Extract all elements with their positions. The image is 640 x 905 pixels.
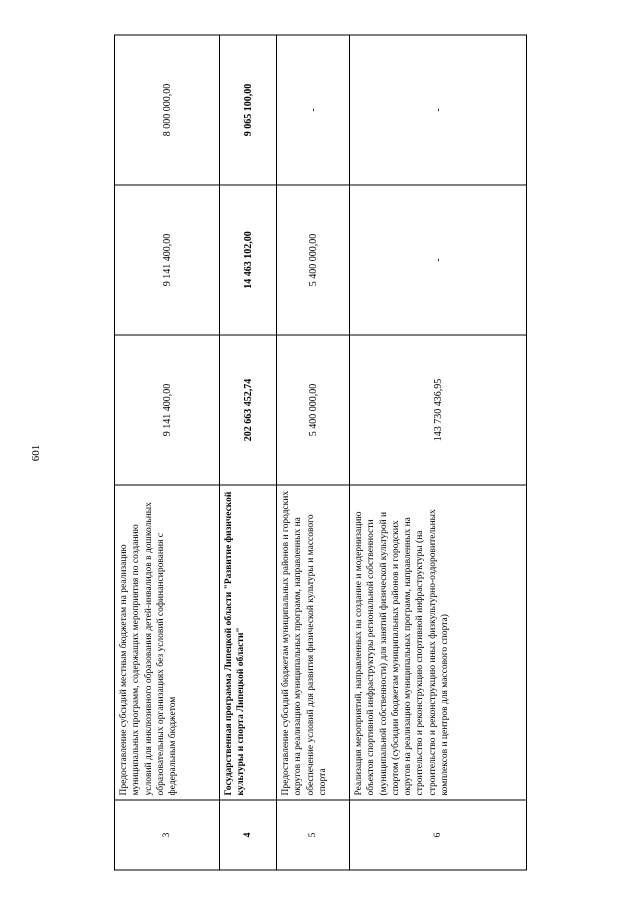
rotated-table-container [114, 36, 526, 871]
table-row [277, 35, 350, 870]
budget-table [114, 35, 527, 871]
row-name: Предоставление субсидий бюджетам муниципальных районов и городских округов на реализацию муниципальных программ, направленных на обеспечение условий для развития физической культуры и массового спорта [277, 485, 350, 800]
row-year-2: - [350, 35, 527, 185]
row-number: 3 [115, 800, 220, 870]
row-year-1: 9 141 400,00 [115, 185, 220, 335]
table-row [115, 35, 220, 870]
row-name: Государственная программа Липецкой области "Развитие физической культуры и спорта Липецкой области" [220, 485, 277, 800]
row-total: 9 141 400,00 [115, 335, 220, 485]
row-year-1: 5 400 000,00 [277, 185, 350, 335]
row-year-2: - [277, 35, 350, 185]
table-row [350, 35, 527, 870]
row-number: 6 [350, 800, 527, 870]
table-row [220, 35, 277, 870]
row-name: Реализация мероприятий, направленных на создание и модернизацию объектов спортивной инфраструктуры региональной собственности (муниципальной собственности) для занятий физической культурой и спортом (субсидии бюджетам муниципальных районов и городских округов на реализацию муниципальных программ, направленных на строительство и реконструкцию спортивной инфраструктуры (на строительство и реконструкцию иных физкультурно-оздоровительных комплексов и центров для массового спорта) [350, 485, 527, 800]
row-year-1: - [350, 185, 527, 335]
row-year-1: 14 463 102,00 [220, 185, 277, 335]
row-year-2: 9 065 100,00 [220, 35, 277, 185]
row-number: 5 [277, 800, 350, 870]
row-year-2: 8 000 000,00 [115, 35, 220, 185]
row-total: 5 400 000,00 [277, 335, 350, 485]
row-name: Предоставление субсидий местным бюджетам на реализацию муниципальных программ, содержащих мероприятия по созданию условий для инклюзивного образования детей-инвалидов в дошкольных образовательных организациях без условий софинансирования с федеральным бюджетом [115, 485, 220, 800]
row-number: 4 [220, 800, 277, 870]
page-number: 601 [30, 444, 42, 462]
row-total: 202 663 452,74 [220, 335, 277, 485]
row-total: 143 730 436,95 [350, 335, 527, 485]
